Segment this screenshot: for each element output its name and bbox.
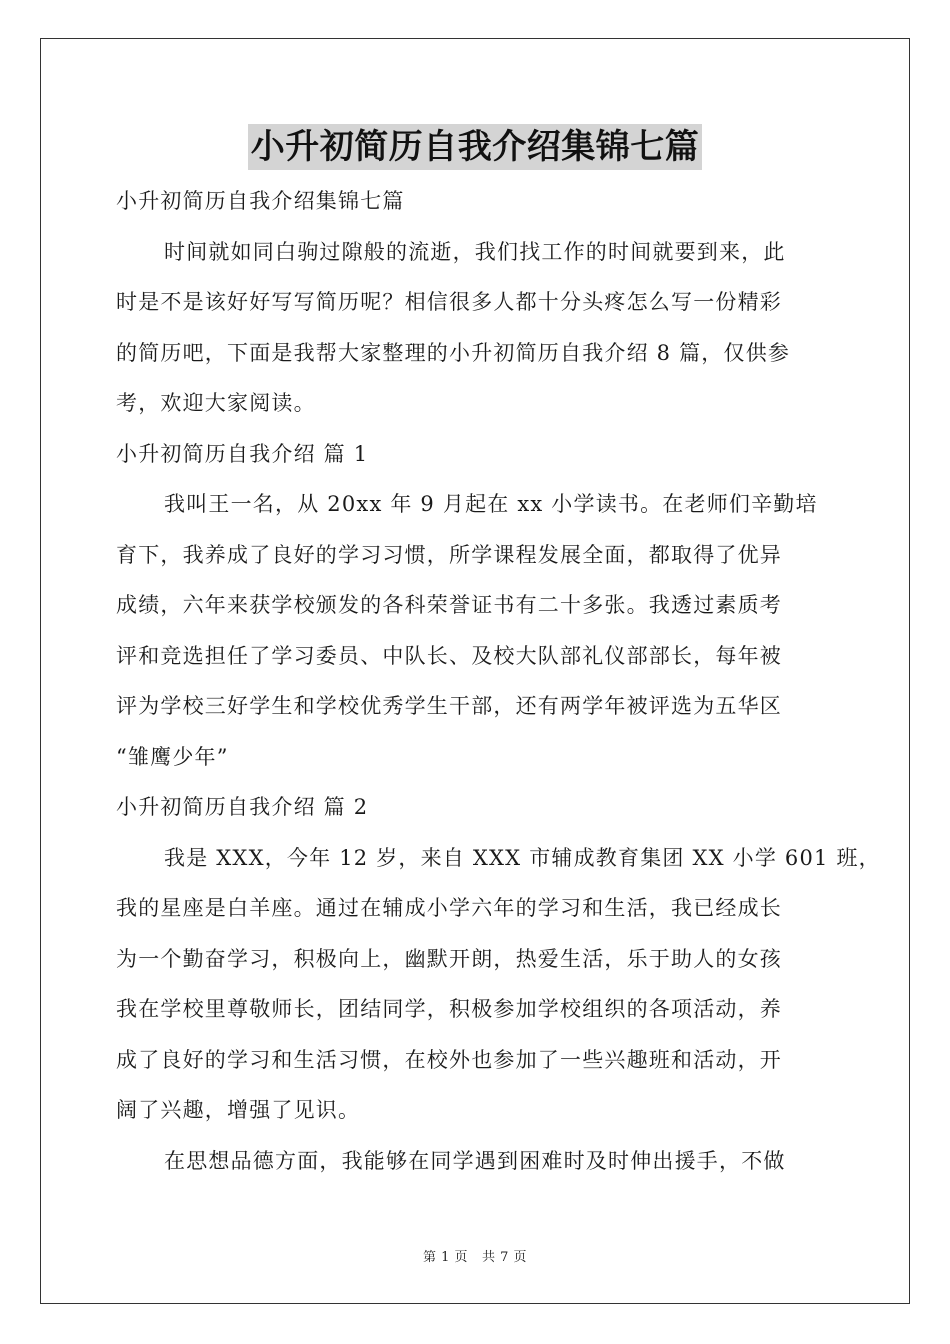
text-line: 评为学校三好学生和学校优秀学生干部，还有两学年被评选为五华区: [116, 694, 782, 718]
text-line: 育下，我养成了良好的学习习惯，所学课程发展全面，都取得了优异: [116, 542, 782, 567]
text-line: 评和竞选担任了学习委员、中队长、及校大队部礼仪部部长，每年被: [116, 643, 782, 668]
text-line: 小升初简历自我介绍 篇 2: [116, 795, 369, 819]
text-line: 阔了兴趣，增强了见识。: [116, 1098, 361, 1122]
text-line: 我在学校里尊敬师长，团结同学，积极参加学校组织的各项活动，养: [116, 997, 782, 1021]
text-line: 小升初简历自我介绍 篇 1: [116, 441, 369, 466]
page-total: 共 7 页: [482, 1250, 528, 1265]
text-line: 在思想品德方面，我能够在同学遇到困难时及时伸出援手，不做: [164, 1148, 786, 1173]
page-number: 第 1 页: [422, 1250, 468, 1265]
text-line: 的简历吧，下面是我帮大家整理的小升初简历自我介绍 8 篇，仅供参: [116, 340, 791, 365]
text-line: 成了良好的学习和生活习惯，在校外也参加了一些兴趣班和活动，开: [116, 1047, 782, 1072]
text-line: 考，欢迎大家阅读。: [116, 391, 316, 415]
document-body: [116, 176, 881, 1186]
text-line: 时间就如同白驹过隙般的流逝，我们找工作的时间就要到来，此: [164, 239, 786, 264]
text-line: 我的星座是白羊座。通过在辅成小学六年的学习和生活，我已经成长: [116, 896, 782, 920]
text-line: 成绩，六年来获学校颁发的各科荣誉证书有二十多张。我透过素质考: [116, 593, 782, 617]
text-line: 时是不是该好好写写简历呢？相信很多人都十分头疼怎么写一份精彩: [116, 290, 782, 314]
title-container: [0, 124, 950, 170]
text-line: 我是 XXX，今年 12 岁，来自 XXX 市辅成教育集团 XX 小学 601 班，: [164, 845, 881, 870]
document-title: 小升初简历自我介绍集锦七篇: [248, 124, 703, 170]
text-line: 小升初简历自我介绍集锦七篇: [116, 189, 405, 213]
text-line: “雏鹰少年”: [116, 744, 229, 769]
text-line: 为一个勤奋学习，积极向上，幽默开朗，热爱生活，乐于助人的女孩: [116, 946, 782, 971]
page-footer: [0, 1246, 950, 1265]
text-line: 我叫王一名，从 20xx 年 9 月起在 xx 小学读书。在老师们辛勤培: [164, 492, 818, 516]
